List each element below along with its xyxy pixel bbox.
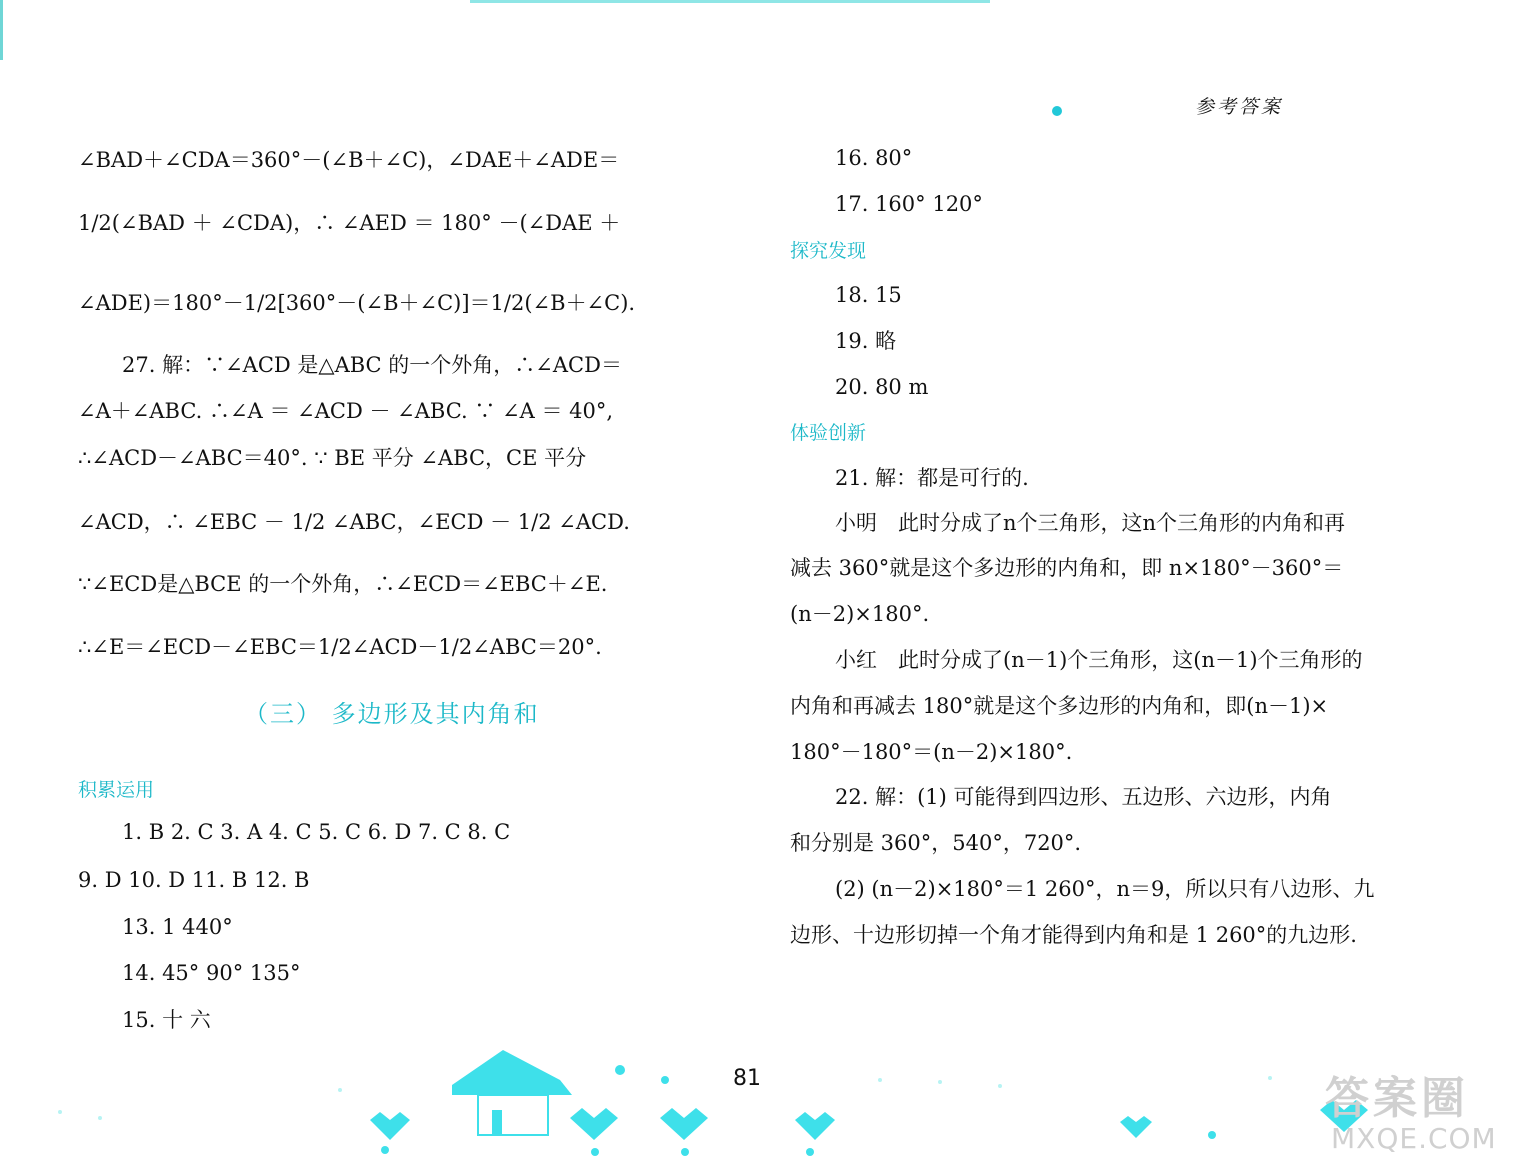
right-line-7: 180°－180°＝(n－2)×180°. bbox=[790, 740, 1073, 764]
tree-icon bbox=[660, 1108, 708, 1140]
right-section-label-1: 探究发现 bbox=[790, 240, 867, 262]
watermark bbox=[1325, 1075, 1530, 1165]
left-line-3: ∠ADE)＝180°－1/2[360°－(∠B＋∠C)]＝1/2(∠B＋∠C). bbox=[78, 291, 636, 315]
left-line-7: ∠ACD，∴ ∠EBC － 1/2 ∠ABC，∠ECD － 1/2 ∠ACD. bbox=[78, 510, 630, 534]
left-line-8: ∵∠ECD是△BCE 的一个外角，∴∠ECD＝∠EBC＋∠E. bbox=[78, 572, 608, 596]
right-answer-20: 20. 80 m bbox=[835, 375, 929, 399]
left-section-label: 积累运用 bbox=[78, 779, 155, 801]
right-line-1: 21. 解：都是可行的. bbox=[835, 466, 1029, 490]
left-line-1: ∠BAD＋∠CDA＝360°－(∠B＋∠C)，∠DAE＋∠ADE＝ bbox=[78, 148, 620, 172]
watermark-url: MXQE.COM bbox=[1331, 1122, 1497, 1155]
house-roof-icon bbox=[452, 1050, 572, 1095]
top-rule bbox=[470, 0, 990, 3]
tree-icon bbox=[570, 1108, 618, 1140]
right-line-11: 边形、十边形切掉一个角才能得到内角和是 1 260°的九边形. bbox=[790, 923, 1357, 947]
tree-icon bbox=[370, 1112, 410, 1140]
right-answer-16: 16. 80° bbox=[835, 146, 913, 170]
house-door-icon bbox=[492, 1110, 502, 1135]
left-line-9: ∴∠E＝∠ECD－∠EBC＝1/2∠ACD－1/2∠ABC＝20°. bbox=[78, 635, 602, 659]
page-number: 81 bbox=[733, 1066, 761, 1091]
left-line-6: ∴∠ACD－∠ABC＝40°. ∵ BE 平分 ∠ABC，CE 平分 bbox=[78, 446, 587, 470]
right-line-5: 小红 此时分成了(n－1)个三角形，这(n－1)个三角形的 bbox=[835, 648, 1363, 672]
left-answer-1: 1. B 2. C 3. A 4. C 5. C 6. D 7. C 8. C bbox=[122, 820, 511, 844]
left-rule bbox=[0, 0, 3, 60]
header-dot bbox=[1052, 106, 1062, 116]
right-section-label-2: 体验创新 bbox=[790, 422, 867, 444]
left-line-4: 27. 解：∵∠ACD 是△ABC 的一个外角，∴∠ACD＝ bbox=[122, 353, 622, 377]
right-answer-17: 17. 160° 120° bbox=[835, 192, 983, 216]
left-line-5: ∠A＋∠ABC. ∴∠A ＝ ∠ACD － ∠ABC. ∵ ∠A ＝ 40°, bbox=[78, 399, 614, 423]
section-heading: （三） 多边形及其内角和 bbox=[244, 700, 540, 728]
right-line-2: 小明 此时分成了n个三角形，这n个三角形的内角和再 bbox=[835, 511, 1346, 535]
left-answer-4: 14. 45° 90° 135° bbox=[122, 961, 301, 985]
left-answer-2: 9. D 10. D 11. B 12. B bbox=[78, 868, 310, 892]
header-title: 参考答案 bbox=[1195, 96, 1284, 118]
right-line-8: 22. 解：(1) 可能得到四边形、五边形、六边形，内角 bbox=[835, 785, 1332, 809]
right-answer-19: 19. 略 bbox=[835, 329, 897, 353]
left-answer-5: 15. 十 六 bbox=[122, 1008, 211, 1032]
left-line-2: 1/2(∠BAD ＋ ∠CDA)，∴ ∠AED ＝ 180° －(∠DAE ＋ bbox=[78, 211, 621, 235]
right-line-9: 和分别是 360°，540°，720°. bbox=[790, 831, 1082, 855]
right-line-10: (2) (n－2)×180°＝1 260°，n＝9，所以只有八边形、九 bbox=[835, 877, 1375, 901]
right-line-6: 内角和再减去 180°就是这个多边形的内角和，即(n－1)× bbox=[790, 694, 1329, 718]
left-answer-3: 13. 1 440° bbox=[122, 915, 233, 939]
tree-icon bbox=[795, 1112, 835, 1140]
right-line-3: 减去 360°就是这个多边形的内角和，即 n×180°－360°＝ bbox=[790, 556, 1344, 580]
house-wall-icon bbox=[478, 1095, 548, 1135]
footer-decoration bbox=[0, 1040, 1536, 1168]
watermark-logo: 答案圈 bbox=[1325, 1073, 1469, 1124]
right-answer-18: 18. 15 bbox=[835, 283, 902, 307]
tree-icon bbox=[1120, 1116, 1152, 1138]
right-line-4: (n－2)×180°. bbox=[790, 602, 930, 626]
